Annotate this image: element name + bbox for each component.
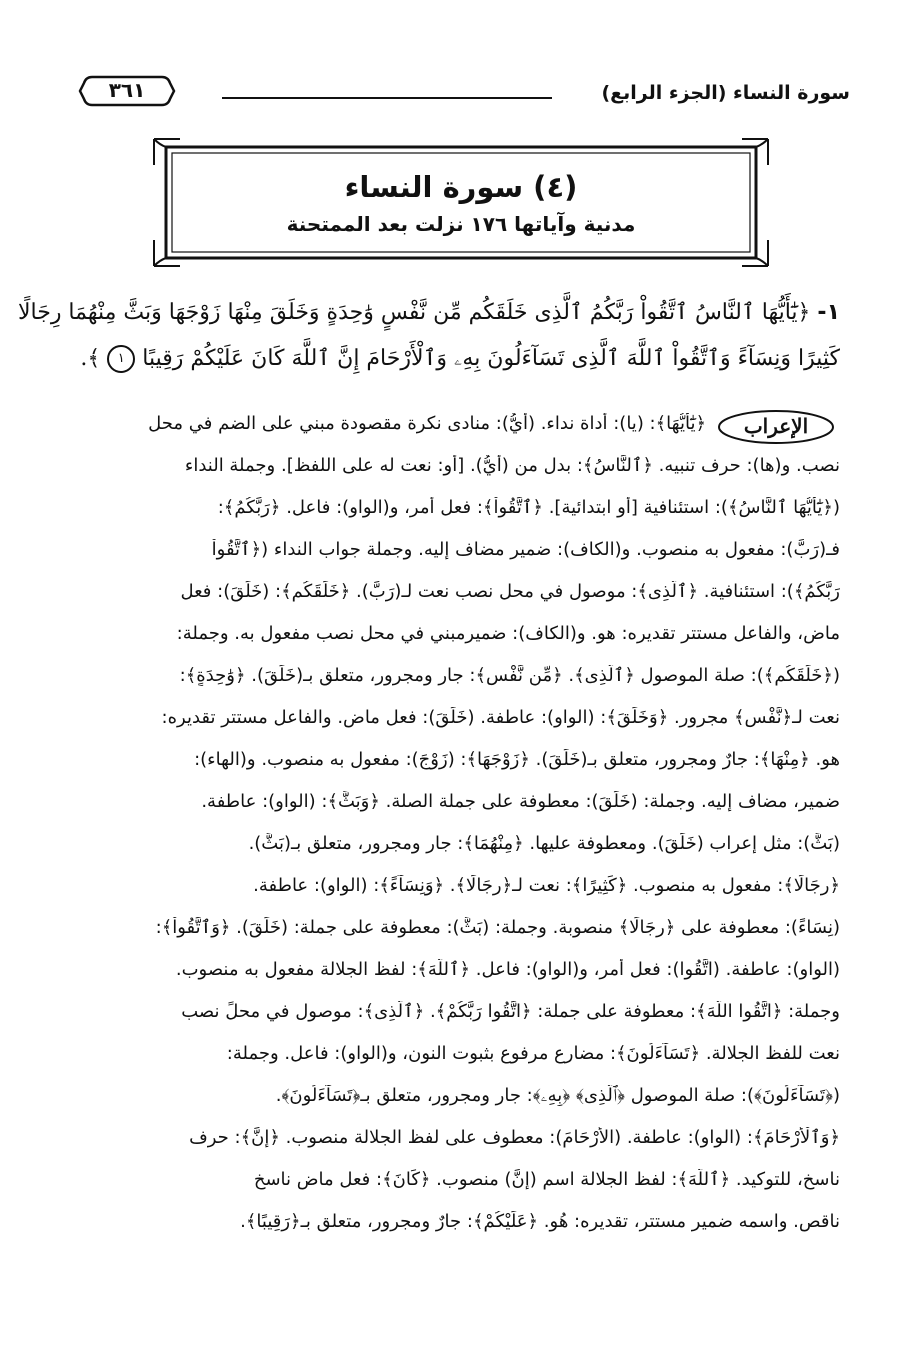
surah-name: (٤) سورة النساء bbox=[344, 170, 578, 204]
verse-line-1 bbox=[17, 300, 840, 325]
irab-line: ناسخ، للتوكيد. ﴿ٱللَّهَ﴾: لفظ الجلالة اسم (إنَّ) منصوب. ﴿كَانَ﴾: فعل ماض ناسخ bbox=[253, 1169, 840, 1190]
irab-line: ﴿وَٱلْأَرْحَامَ﴾: (الواو): عاطفة. (الأَرْحَامَ): معطوف على لفظ الجلالة منصوب. ﴿إِنَّ﴾: حرف bbox=[189, 1127, 840, 1148]
irab-line: (﴿تَسَآءَلُونَ﴾): صلة الموصول ﴿ٱلَّذِى﴾ ﴿بِهِۦ﴾: جار ومجرور، متعلق بـ﴿تَسَآءَلُونَ﴾. bbox=[275, 1085, 840, 1106]
irab-line: نعت لـ﴿نَّفْسٍ﴾ مجرور. ﴿وَخَلَقَ﴾: (الواو): عاطفة. (خَلَقَ): فعل ماض. والفاعل مستتر تقديره: bbox=[161, 707, 840, 728]
irab-line: ﴿رِجَالًا﴾: مفعول به منصوب. ﴿كَثِيرًا﴾: نعت لـ﴿رِجَالًا﴾. ﴿وَنِسَآءً﴾: (الواو): عاطفة. bbox=[253, 875, 840, 896]
ayah-number-mark: ١ bbox=[107, 345, 135, 373]
irab-line: نعت للفظ الجلالة. ﴿تَسَآءَلُونَ﴾: مضارع مرفوع بثبوت النون، و(الواو): فاعل. وجملة: bbox=[226, 1043, 840, 1064]
page-number: ٣٦١ bbox=[108, 78, 146, 102]
irab-line: ﴿يَٰٓأَيُّهَا﴾: (يا): أداة نداء. (أيُّ): منادى نكرة مقصودة مبني على الضم في محل bbox=[148, 413, 706, 434]
verse-text-2: كَثِيرًا وَنِسَآءً وَٱتَّقُواْ ٱللَّهَ ٱلَّذِى تَسَآءَلُونَ بِهِۦ وَٱلْأَرْحَامَ إِنَّ ٱللَّهَ كَانَ عَلَيْكُمْ رَقِيبًا bbox=[142, 346, 840, 371]
irab-line: (نِسَاءً): معطوفة على ﴿رِجَالًا﴾ منصوبة. وجملة: (بَثَّ): معطوفة على جملة: (خَلَقَ). ﴿وَٱتَّقُواْ﴾: bbox=[155, 917, 840, 938]
irab-line: (الواو): عاطفة. (اتَّقُوا): فعل أمر، و(الواو): فاعل. ﴿ٱللَّهَ﴾: لفظ الجلالة مفعول به منصوب. bbox=[175, 959, 840, 980]
irab-line: ناقص. واسمه ضمير مستتر، تقديره: هُو. ﴿عَلَيْكُمْ﴾: جارٌ ومجرور، متعلق بـ﴿رَقِيبًا﴾. bbox=[240, 1211, 840, 1232]
irab-line: (﴿خَلَقَكُم﴾): صلة الموصول ﴿ٱلَّذِى﴾. ﴿مِّن نَّفْسٍ﴾: جار ومجرور، متعلق بـ(خَلَقَ). ﴿وَٰحِدَةٍ﴾: bbox=[179, 665, 840, 686]
running-header-title: سورة النساء (الجزء الرابع) bbox=[601, 82, 850, 104]
verse-closing: ﴾. bbox=[80, 346, 101, 371]
irab-line: هو. ﴿مِنْهَا﴾: جارٌ ومجرور، متعلق بـ(خَلَقَ). ﴿زَوْجَهَا﴾: (زَوْجَ): مفعول به منصوب. و(الهاء): bbox=[194, 749, 840, 770]
verse-number: ١- bbox=[817, 300, 840, 325]
irab-line: ماض، والفاعل مستتر تقديره: هو. و(الكاف): ضميرمبني في محل نصب مفعول به. وجملة: bbox=[176, 623, 840, 644]
irab-label bbox=[716, 408, 836, 446]
irab-line: فـ(رَبَّ): مفعول به منصوب. و(الكاف): ضمير مضاف إليه. وجملة جواب النداء (﴿ٱتَّقُواْ bbox=[211, 539, 840, 560]
irab-line: رَبَّكُمُ﴾): استئنافية. ﴿ٱلَّذِى﴾: موصول في محل نصب نعت لـ(رَبَّ). ﴿خَلَقَكُم﴾: (خَلَقَ): فعل bbox=[180, 581, 840, 602]
header-rule bbox=[222, 97, 552, 99]
verse-text-1: ﴿يَٰٓأَيُّهَا ٱلنَّاسُ ٱتَّقُواْ رَبَّكُمُ ٱلَّذِى خَلَقَكُم مِّن نَّفْسٍ وَٰحِدَةٍ وَخَلَقَ مِنْهَا زَوْجَهَا وَبَثَّ مِنْهُمَا رِجَالًا bbox=[17, 300, 811, 325]
irab-line: (بَثَّ): مثل إعراب (خَلَقَ). ومعطوفة عليها. ﴿مِنْهُمَا﴾: جار ومجرور، متعلق بـ(بَثَّ). bbox=[248, 833, 840, 854]
irab-line: وجملة: ﴿اتَّقُوا اللَّهَ﴾: معطوفة على جملة: ﴿اتَّقُوا رَبَّكُمْ﴾. ﴿ٱلَّذِى﴾: موصول في محلٍّ نصب bbox=[181, 1001, 840, 1022]
irab-line: ضمير، مضاف إليه. وجملة: (خَلَقَ): معطوفة على جملة الصلة. ﴿وَبَثَّ﴾: (الواو): عاطفة. bbox=[201, 791, 840, 812]
irab-line: (﴿يَٰٓأَيُّهَا ٱلنَّاسُ﴾): استئنافية [أو ابتدائية]. ﴿ٱتَّقُواْ﴾: فعل أمر، و(الواو): فاعل. ﴿رَبَّكُمُ﴾: bbox=[217, 497, 840, 518]
irab-label-text: الإعراب bbox=[743, 414, 809, 438]
surah-info: مدنية وآياتها ١٧٦ نزلت بعد الممتحنة bbox=[286, 212, 636, 236]
page-number-badge bbox=[78, 74, 176, 108]
irab-line: نصب. و(ها): حرف تنبيه. ﴿ٱلنَّاسُ﴾: بدل من (أيُّ). [أو: نعت له على اللفظ]. وجملة النداء bbox=[184, 455, 840, 476]
verse-line-2 bbox=[68, 345, 840, 373]
